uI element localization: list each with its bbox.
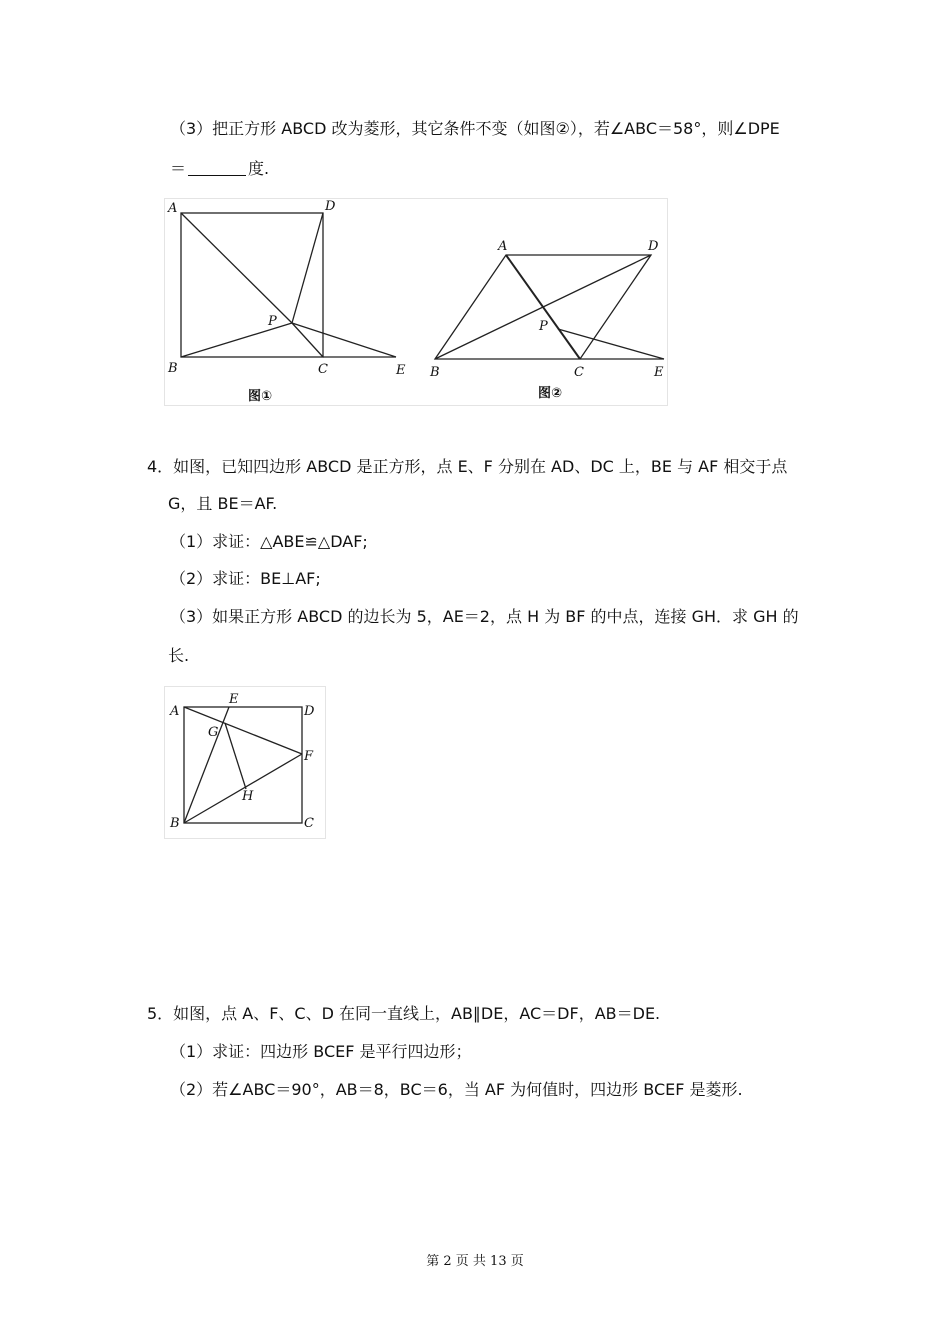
fig2-label-e: E: [654, 365, 664, 380]
figure-2: [435, 255, 664, 359]
q3-part3-line1: （3）把正方形 ABCD 改为菱形，其它条件不变（如图②），若∠ABC＝58°，则∠DPE: [170, 119, 780, 138]
fig3-label-a: A: [170, 704, 180, 719]
fig1-caption: 图①: [248, 389, 273, 404]
figure-1-2-panel: [164, 198, 668, 406]
q4-line2: G，且 BE＝AF.: [168, 494, 278, 513]
q3-part3-unit: 度.: [248, 159, 270, 178]
fig3-label-f: F: [304, 749, 314, 764]
fig3-label-g: G: [208, 725, 219, 740]
figure-1: [181, 213, 396, 357]
fig1-label-e: E: [396, 363, 406, 378]
segment-af: [184, 707, 302, 754]
geometry-figures-1-2: [164, 198, 668, 406]
fig3-label-c: C: [304, 816, 314, 831]
segment-ap: [181, 213, 292, 323]
figure-3-panel: [164, 686, 326, 839]
segment-pe-2: [558, 329, 664, 359]
fig2-label-c: C: [574, 365, 584, 380]
fig2-caption: 图②: [538, 386, 563, 401]
q5-part2: （2）若∠ABC＝90°，AB＝8，BC＝6，当 AF 为何值时，四边形 BCEF 是菱形.: [170, 1080, 743, 1099]
q4-part2: （2）求证：BE⊥AF;: [170, 569, 321, 588]
q3-part3-equals: ＝: [170, 159, 187, 178]
fig3-label-b: B: [170, 816, 180, 831]
q4-line1: 4．如图，已知四边形 ABCD 是正方形，点 E、F 分别在 AD、DC 上，BE 与 AF 相交于点: [147, 457, 788, 476]
fig1-label-c: C: [318, 362, 328, 377]
segment-pd: [292, 213, 323, 323]
page-footer: 第 2 页 共 13 页: [426, 1254, 524, 1269]
q4-part3-line1: （3）如果正方形 ABCD 的边长为 5，AE＝2，点 H 为 BF 的中点，连接 GH．求 GH 的: [170, 607, 799, 626]
geometry-figure-3: [164, 686, 326, 839]
fig2-label-d: D: [648, 239, 659, 254]
fig2-label-a: A: [498, 239, 508, 254]
fig1-label-a: A: [168, 201, 178, 216]
answer-blank: [188, 159, 246, 176]
fig3-label-d: D: [304, 704, 315, 719]
q3-part3-line2: [170, 158, 269, 180]
fig1-label-p: P: [268, 314, 277, 329]
fig3-label-h: H: [242, 789, 254, 804]
fig1-label-d: D: [325, 199, 336, 214]
fig2-label-p: P: [539, 319, 548, 334]
q4-part1: （1）求证：△ABE≌△DAF;: [170, 532, 368, 551]
segment-be: [184, 707, 229, 823]
segment-bd: [435, 255, 651, 359]
segment-gh: [225, 723, 246, 789]
fig3-label-e: E: [229, 692, 239, 707]
q5-line1: 5．如图，点 A、F、C、D 在同一直线上，AB∥DE，AC＝DF，AB＝DE.: [147, 1004, 661, 1023]
q5-part1: （1）求证：四边形 BCEF 是平行四边形；: [170, 1042, 472, 1061]
q4-part3-line2: 长.: [168, 646, 190, 665]
fig2-label-b: B: [430, 365, 440, 380]
fig1-label-b: B: [168, 361, 178, 376]
